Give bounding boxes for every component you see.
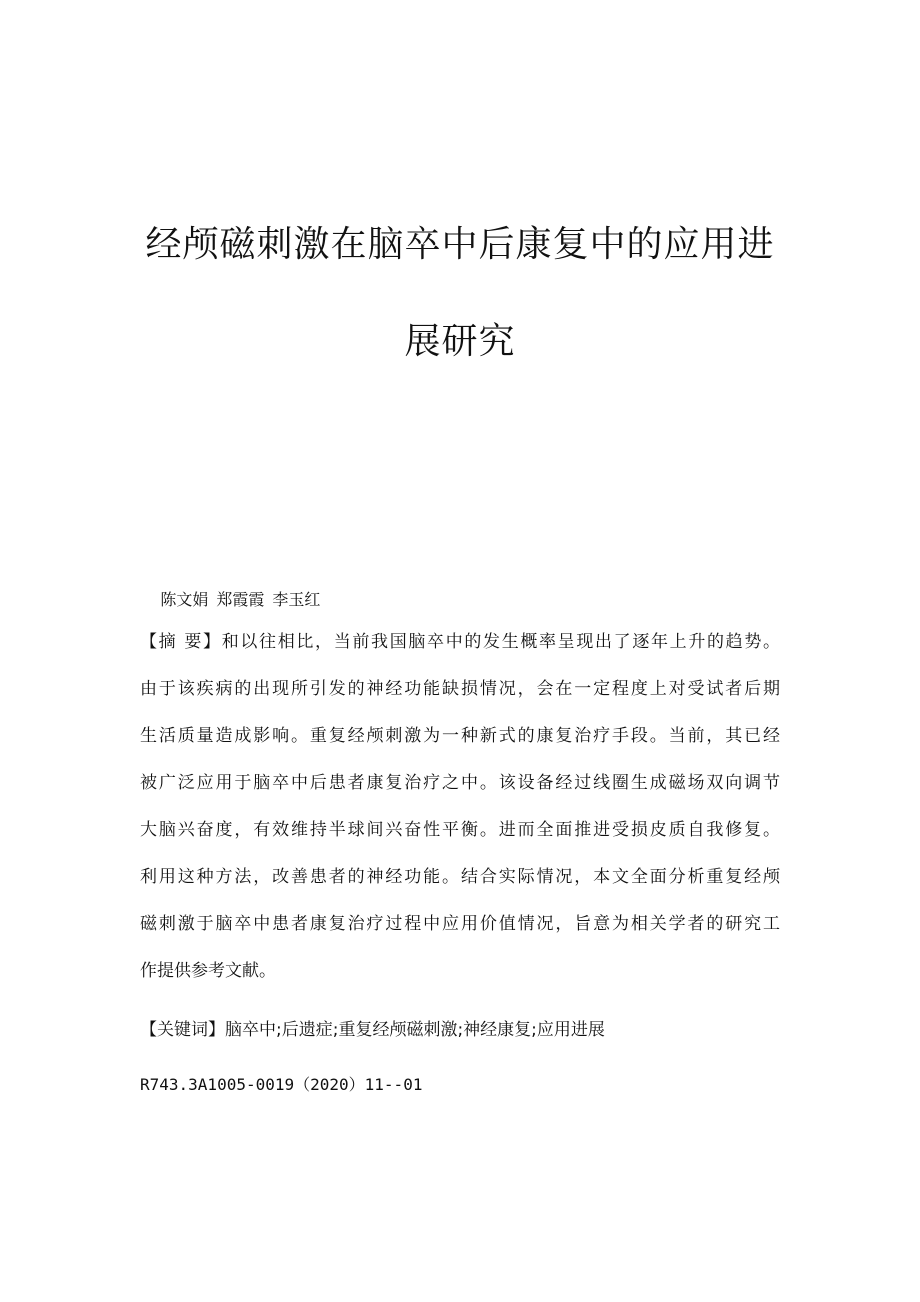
title-line-2: 展研究 bbox=[404, 321, 516, 362]
author-name: 李玉红 bbox=[272, 590, 321, 609]
abstract-line: 大脑兴奋度，有效维持半球间兴奋性平衡。进而全面推进受损皮质自我修复。 bbox=[140, 820, 780, 840]
abstract-line: 【摘 要】和以往相比，当前我国脑卒中的发生概率呈现出了逐年上升的趋势。 bbox=[140, 632, 780, 652]
classification-code: R743.3A1005-0019（2020）11--01 bbox=[140, 1075, 423, 1094]
abstract-line: 磁刺激于脑卒中患者康复治疗过程中应用价值情况，旨意为相关学者的研究工 bbox=[140, 914, 780, 934]
author-name: 郑霞霞 bbox=[216, 590, 265, 609]
abstract-line: 由于该疾病的出现所引发的神经功能缺损情况，会在一定程度上对受试者后期 bbox=[140, 679, 780, 699]
title-line-1: 经颅磁刺激在脑卒中后康复中的应用进 bbox=[145, 224, 775, 265]
author-name: 陈文娟 bbox=[160, 590, 209, 609]
abstract bbox=[140, 619, 780, 995]
abstract-line: 生活质量造成影响。重复经颅刺激为一种新式的康复治疗手段。当前，其已经 bbox=[140, 726, 780, 746]
abstract-line: 作提供参考文献。 bbox=[140, 961, 276, 981]
abstract-line: 被广泛应用于脑卒中后患者康复治疗之中。该设备经过线圈生成磁场双向调节 bbox=[140, 773, 780, 793]
keywords: 【关键词】脑卒中;后遗症;重复经颅磁刺激;神经康复;应用进展 bbox=[140, 1020, 605, 1040]
abstract-line: 利用这种方法，改善患者的神经功能。结合实际情况，本文全面分析重复经颅 bbox=[140, 867, 780, 887]
